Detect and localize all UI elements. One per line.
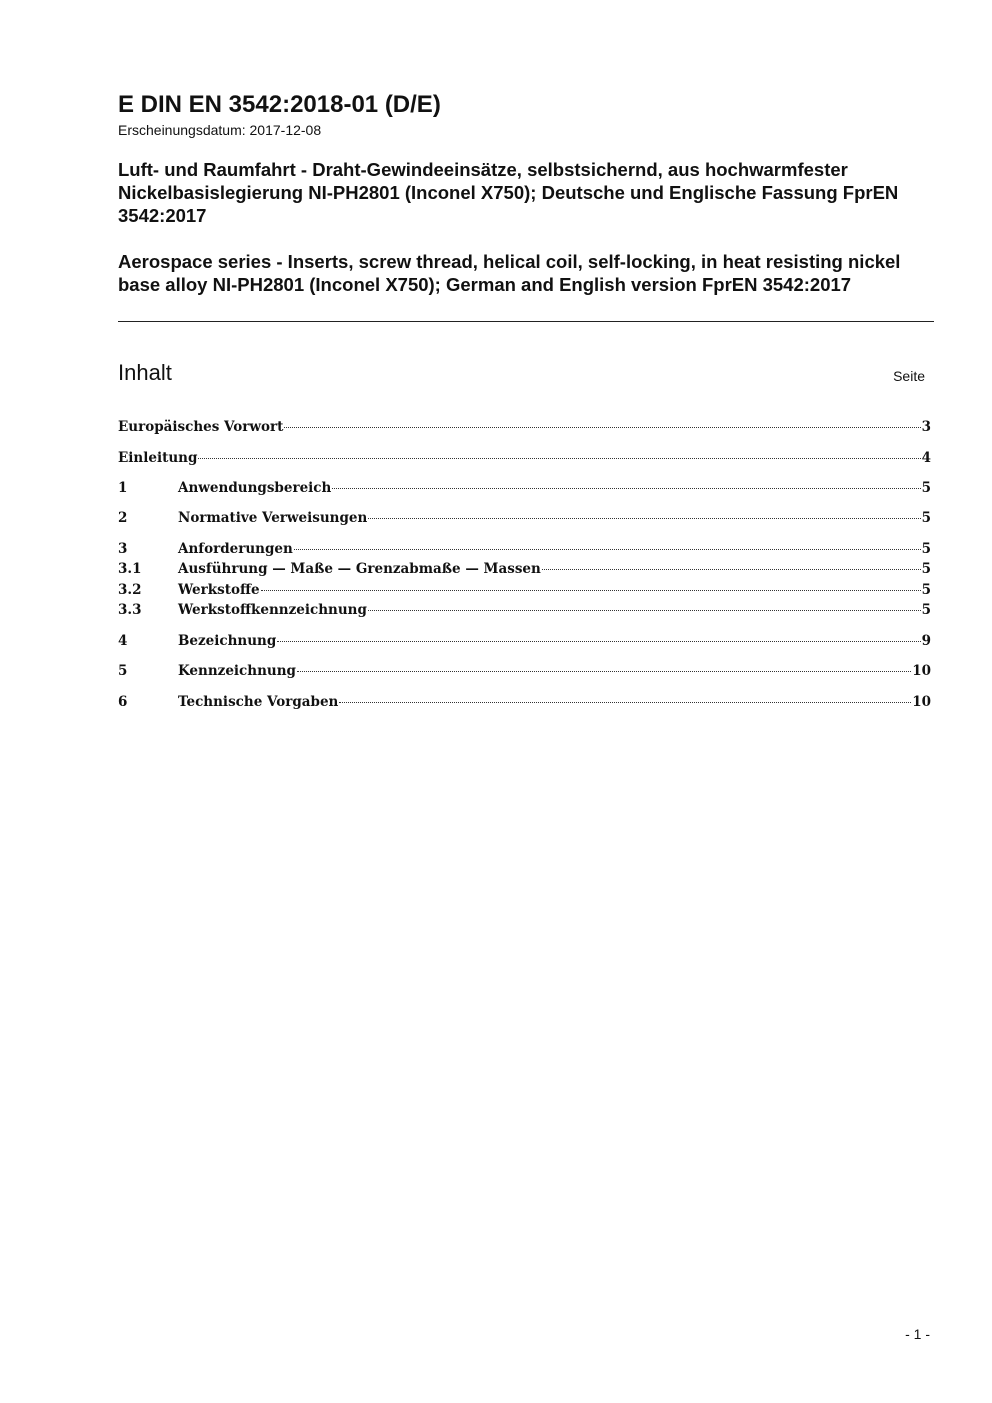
toc-leader <box>294 549 921 550</box>
toc-entry-normative-references[interactable] <box>118 508 931 528</box>
toc-leader <box>368 610 921 611</box>
toc-entry-page: 5 <box>921 510 931 526</box>
toc-entry-materials[interactable] <box>118 580 931 600</box>
toc-entry-material-marking[interactable] <box>118 600 931 620</box>
toc-entry-designation[interactable] <box>118 631 931 651</box>
toc-entry-requirements[interactable] <box>118 539 931 559</box>
toc-entry-number: 3 <box>118 541 128 557</box>
toc-entry-page: 5 <box>921 582 931 598</box>
toc-entry-title: Werkstoffe <box>178 582 260 598</box>
toc-entry-page: 9 <box>921 633 931 649</box>
toc-leader <box>542 569 921 570</box>
toc-entry-page: 5 <box>921 480 931 496</box>
publication-date: Erscheinungsdatum: 2017-12-08 <box>118 122 322 138</box>
toc-entry-number: 3.2 <box>118 582 142 598</box>
toc-heading: Inhalt <box>118 360 172 385</box>
title-german: Luft- und Raumfahrt - Draht-Gewindeeinsätze, selbstsichernd, aus hochwarmfester Nickelbasislegierung NI-PH2801 (Inconel X750); Deutsche und Englische Fassung FprEN 3542:2017 <box>118 159 899 226</box>
toc-entry-title: Werkstoffkennzeichnung <box>178 602 367 618</box>
toc-entry-page: 5 <box>921 541 931 557</box>
toc-leader <box>339 702 911 703</box>
toc-entry-number: 5 <box>118 663 128 679</box>
toc-leader <box>277 641 920 642</box>
toc-leader <box>284 427 920 428</box>
toc-leader <box>261 590 921 591</box>
toc-entry-page: 5 <box>921 561 931 577</box>
toc-entry-number: 2 <box>118 510 128 526</box>
toc-entry-title: Normative Verweisungen <box>178 510 368 526</box>
toc-entry-number: 3.3 <box>118 602 142 618</box>
toc-entry-technical-specification[interactable] <box>118 692 931 712</box>
toc-entry-title: Anwendungsbereich <box>178 480 332 496</box>
toc-leader <box>368 518 920 519</box>
toc-entry-scope[interactable] <box>118 478 931 498</box>
toc-entry-title: Anforderungen <box>178 541 293 557</box>
page-number: - 1 - <box>905 1326 930 1342</box>
toc-entry-page: 10 <box>912 663 931 679</box>
toc-entry-page: 5 <box>921 602 931 618</box>
toc-entry-title: Technische Vorgaben <box>178 694 339 710</box>
toc-entry-foreword[interactable] <box>118 417 931 437</box>
title-english: Aerospace series - Inserts, screw thread, helical coil, self-locking, in heat resisting nickel base alloy NI-PH2801 (Inconel X750); German and English version FprEN 3542:2017 <box>118 251 901 295</box>
document-id: E DIN EN 3542:2018-01 (D/E) <box>118 91 441 118</box>
toc-leader <box>198 458 920 459</box>
toc-entry-title: Ausführung — Maße — Grenzabmaße — Massen <box>178 561 541 577</box>
toc-entry-number: 1 <box>118 480 128 496</box>
toc-entry-number: 3.1 <box>118 561 142 577</box>
toc-leader <box>332 488 920 489</box>
toc-entry-page: 10 <box>912 694 931 710</box>
toc-entry-title: Einleitung <box>118 450 198 466</box>
title-divider <box>118 321 934 322</box>
toc-entry-title: Kennzeichnung <box>178 663 296 679</box>
toc-entry-page: 4 <box>921 450 931 466</box>
toc-entry-introduction[interactable] <box>118 448 931 468</box>
toc-entry-page: 3 <box>921 419 931 435</box>
toc-entry-number: 4 <box>118 633 128 649</box>
toc-entry-title: Europäisches Vorwort <box>118 419 284 435</box>
toc-entry-title: Bezeichnung <box>178 633 277 649</box>
toc-leader <box>297 671 911 672</box>
toc-entry-design-dimensions[interactable] <box>118 559 931 579</box>
toc-entry-marking[interactable] <box>118 661 931 681</box>
toc-entry-number: 6 <box>118 694 128 710</box>
toc-page-label: Seite <box>893 368 925 384</box>
